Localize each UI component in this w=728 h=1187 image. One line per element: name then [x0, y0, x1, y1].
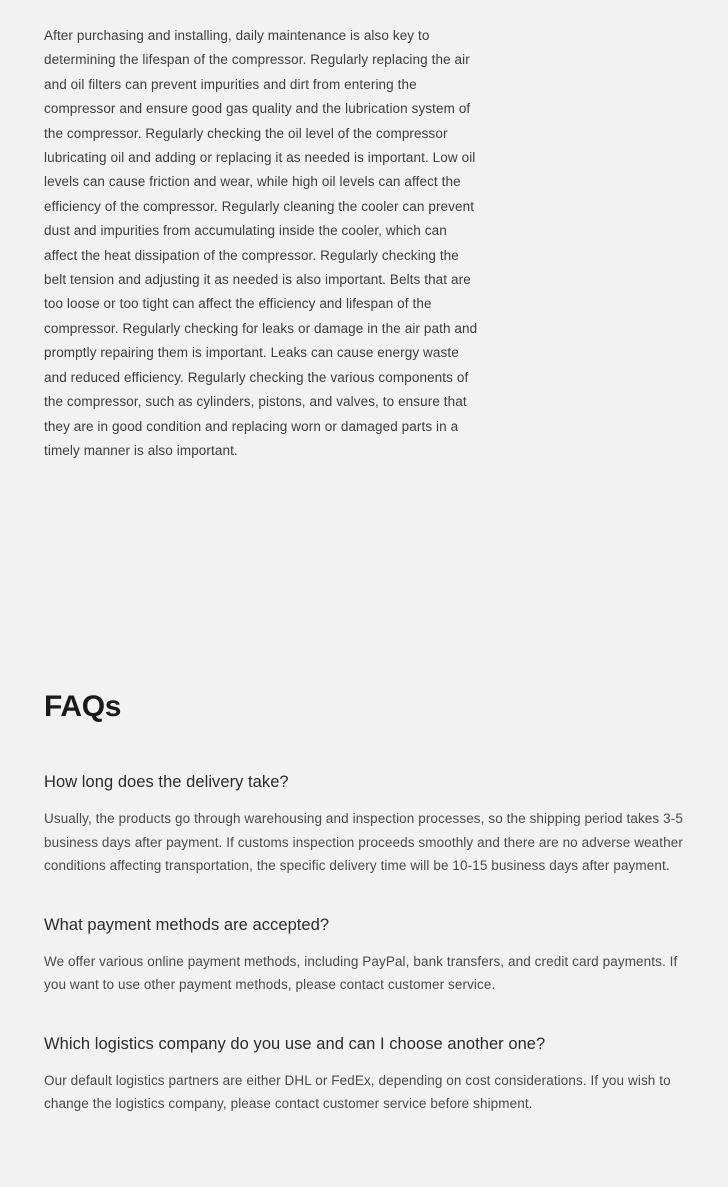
faq-item: [44, 769, 684, 878]
faq-item: [44, 1031, 684, 1116]
faq-section: [44, 690, 684, 1116]
faq-heading: FAQs: [44, 690, 122, 723]
faq-question: Which logistics company do you use and can I choose another one?: [44, 1034, 546, 1053]
maintenance-intro-block: [44, 24, 480, 463]
faq-answer: Our default logistics partners are either DHL or FedEx, depending on cost considerations. If you wish to change the logistics company, please contact customer service before shipment.: [44, 1072, 671, 1111]
faq-answer: Usually, the products go through warehousing and inspection processes, so the shipping period takes 3-5 business days after payment. If customs inspection proceeds smoothly and there are no adverse weather conditions affecting transportation, the specific delivery time will be 10-15 business days after payment.: [44, 811, 683, 873]
faq-question: What payment methods are accepted?: [44, 915, 330, 934]
faq-question: How long does the delivery take?: [44, 773, 289, 791]
maintenance-paragraph: After purchasing and installing, daily maintenance is also key to determining the lifespan of the compressor. Regularly replacing the air and oil filters can prevent impurities and dirt from entering the compressor and ensure good gas quality and the lubrication system of the compressor. Regularly checking the oil level of the compressor lubricating oil and adding or replacing it as needed is important. Low oil levels can cause friction and wear, while high oil levels can affect the efficiency of the compressor. Regularly cleaning the cooler can prevent dust and impurities from accumulating inside the cooler, which can affect the heat dissipation of the compressor. Regularly checking the belt tension and adjusting it as needed is also important. Belts that are too loose or too tight can affect the efficiency and lifespan of the compressor. Regularly checking for leaks or damage in the air path and promptly repairing them is important. Leaks can cause energy waste and reduced efficiency. Regularly checking the various components of the compressor, such as cylinders, pistons, and valves, to ensure that they are in good condition and replacing worn or damaged parts in a timely manner is also important.: [44, 28, 478, 458]
faq-answer: We offer various online payment methods, including PayPal, bank transfers, and credit card payments. If you want to use other payment methods, please contact customer service.: [44, 953, 678, 992]
faq-item: [44, 912, 684, 997]
